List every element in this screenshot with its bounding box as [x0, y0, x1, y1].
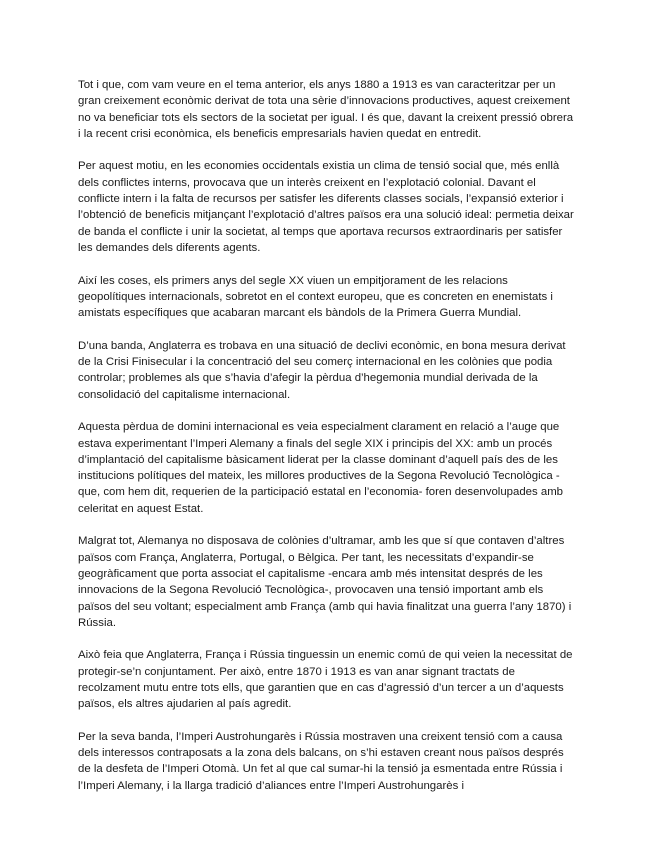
paragraph-1: Tot i que, com vam veure en el tema anterior, els anys 1880 a 1913 es van caracteritzar per un gran creixement econòmic derivat de tota una sèrie d’innovacions productives, aquest creixement no va beneficiar tots els sectors de la societat per igual. I és que, davant la creixent pressió obrera i la recent crisi econòmica, els beneficis empresarials havien quedat en entredit.: [78, 79, 574, 140]
paragraph-6: Malgrat tot, Alemanya no disposava de colònies d’ultramar, amb les que sí que contaven d’altres països com França, Anglaterra, Portugal, o Bèlgica. Per tant, les necessitats d’expandir-se geogràficament que porta associat el capitalisme -encara amb més intensitat després de les innovacions de la Segona Revolució Tecnològica-, provocaven una tensió important amb els països del seu voltant; especialment amb França (amb qui havia finalitzat una guerra l’any 1870) i Rússia.: [78, 535, 572, 629]
paragraph-3: Així les coses, els primers anys del segle XX viuen un empitjorament de les relacions geopolítiques internacionals, sobretot en el context europeu, que es concreten en enemistats i amistats específiques que acabaran marcant els bàndols de la Primera Guerra Mundial.: [78, 274, 553, 320]
paragraph-8: Per la seva banda, l’Imperi Austrohungarès i Rússia mostraven una creixent tensió com a causa dels interessos contraposats a la zona dels balcans, on s’hi estaven creant nous països després de la desfeta de l’Imperi Otomà. Un fet al que cal sumar-hi la tensió ja esmentada entre Rússia i l’Imperi Alemany, i la llarga tradició d’aliances entre l’Imperi Austrohungarès i: [78, 730, 564, 792]
paragraph-5: Aquesta pèrdua de domini internacional es veia especialment clarament en relació a l’auge que estava experimentant l’Imperi Alemany a finals del segle XIX i principis del XX: amb un procés d’implantació del capitalisme bàsicament liderat per la classe dominant d’aquell país des de les institucions polítiques del mateix, les millores productives de la Segona Revolució Tecnològica -que, com hem dit, requerien de la participació estatal en l’economia- foren desenvolupades amb celeritat en aquest Estat.: [78, 421, 564, 515]
paragraph-7: Això feia que Anglaterra, França i Rússia tinguessin un enemic comú de qui veien la necessitat de protegir-se’n conjuntament. Per això, entre 1870 i 1913 es van anar signant tractats de recolzament mutu entre tots ells, que garantien que en cas d’agressió d’un tercer a un d’aquests països, els altres ajudarien al país agredit.: [78, 649, 573, 711]
document-body: [78, 77, 578, 794]
paragraph-2: Per aquest motiu, en les economies occidentals existia un clima de tensió social que, més enllà dels conflictes interns, provocava que un interès creixent en l’explotació colonial. Davant el conflicte intern i la falta de recursos per satisfer les diferents classes socials, l’expansió exterior i l’obtenció de beneficis mitjançant l’explotació d’altres països era una solució ideal: permetia deixar de banda el conflicte i unir la societat, al temps que aportava recursos extraordinaris per satisfer les demandes dels diferents agents.: [78, 160, 574, 254]
paragraph-4: D’una banda, Anglaterra es trobava en una situació de declivi econòmic, en bona mesura derivat de la Crisi Finisecular i la concentració del seu comerç internacional en les colònies que podia controlar; problemes als que s’havia d’afegir la pèrdua d’hegemonia mundial derivada de la consolidació del capitalisme internacional.: [78, 339, 566, 401]
